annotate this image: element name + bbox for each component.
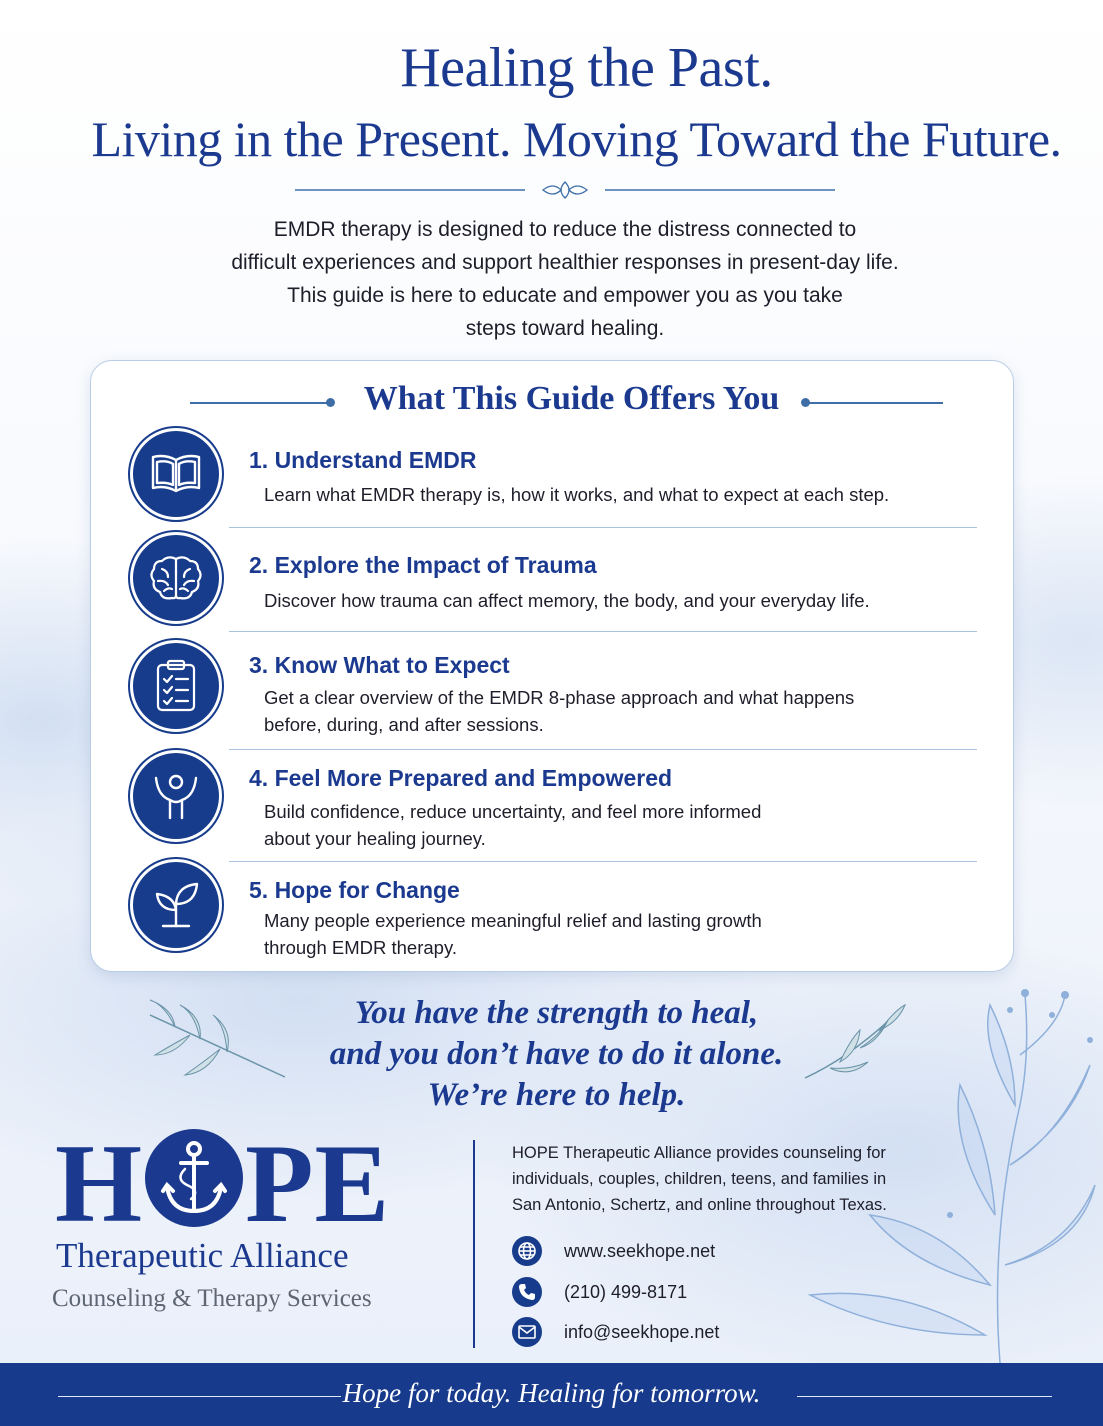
vertical-divider [473,1140,475,1348]
logo-name: Therapeutic Alliance [56,1236,349,1275]
item-title: 5. Hope for Change [249,877,460,903]
person-arms-raised-icon [130,750,222,842]
item-separator [229,749,977,750]
page-title-line1: Healing the Past. [400,37,773,99]
item-separator [229,631,977,632]
guide-heading: What This Guide Offers You [363,380,780,417]
logo-letters-pe: PE [245,1122,391,1246]
item-desc-line: before, during, and after sessions. [264,714,544,735]
intro-line: steps toward healing. [465,317,665,340]
phone-contact[interactable] [512,1275,687,1309]
email-link[interactable]: info@seekhope.net [564,1321,720,1342]
quote-line: and you don’t have to do it alone. [329,1036,784,1072]
quote-line: You have the strength to heal, [354,995,759,1031]
encouragement-quote [0,993,1103,1116]
phone-number[interactable]: (210) 499-8171 [564,1281,688,1302]
item-desc-line: Build confidence, reduce uncertainty, and feel more informed [264,801,762,822]
item-title: 3. Know What to Expect [249,652,510,678]
email-contact[interactable] [512,1315,719,1349]
envelope-icon [512,1317,542,1347]
item-desc-line: about your healing journey. [264,828,486,849]
logo-tagline: Counseling & Therapy Services [52,1285,372,1312]
item-separator [229,861,977,862]
item-desc-line: Discover how trauma can affect memory, the body, and your everyday life. [264,590,870,611]
intro-line: This guide is here to educate and empower you as you take [287,284,843,307]
intro-line: EMDR therapy is designed to reduce the distress connected to [273,218,857,241]
item-title: 4. Feel More Prepared and Empowered [249,765,673,791]
website-contact[interactable] [512,1234,715,1268]
item-separator [229,527,977,528]
hope-logo [55,1122,391,1246]
about-line: HOPE Therapeutic Alliance provides counseling for [512,1144,886,1162]
page-title-line2: Living in the Present. Moving Toward the Future. [91,111,1062,167]
sprout-icon [130,859,222,951]
phone-icon [512,1277,542,1307]
intro-paragraph [120,213,1010,345]
anchor-icon [145,1129,243,1227]
about-text [512,1140,942,1218]
item-desc-line: Learn what EMDR therapy is, how it works, and what to expect at each step. [264,484,890,505]
globe-icon [512,1236,542,1266]
logo-letter-h: H [55,1122,144,1246]
item-desc-line: Get a clear overview of the EMDR 8-phase approach and what happens [264,687,855,708]
item-title: 1. Understand EMDR [249,447,477,473]
item-title: 2. Explore the Impact of Trauma [249,552,597,578]
about-line: individuals, couples, children, teens, and families in [512,1170,887,1188]
book-icon [130,428,222,520]
about-line: San Antonio, Schertz, and online throughout Texas. [512,1196,887,1214]
item-description [264,481,889,508]
item-desc-line: through EMDR therapy. [264,937,457,958]
item-description [264,907,762,961]
item-desc-line: Many people experience meaningful relief and lasting growth [264,910,762,931]
intro-line: difficult experiences and support healthier responses in present-day life. [231,251,899,274]
website-link[interactable]: www.seekhope.net [564,1240,716,1261]
item-description [264,798,761,852]
guide-card [90,360,1014,972]
quote-line: We’re here to help. [427,1077,686,1113]
item-description [264,587,870,614]
brain-icon [130,532,222,624]
clipboard-checklist-icon [130,640,222,732]
footer-slogan: Hope for today. Healing for tomorrow. [342,1378,761,1408]
ornamental-divider [295,180,835,200]
item-description [264,684,854,738]
